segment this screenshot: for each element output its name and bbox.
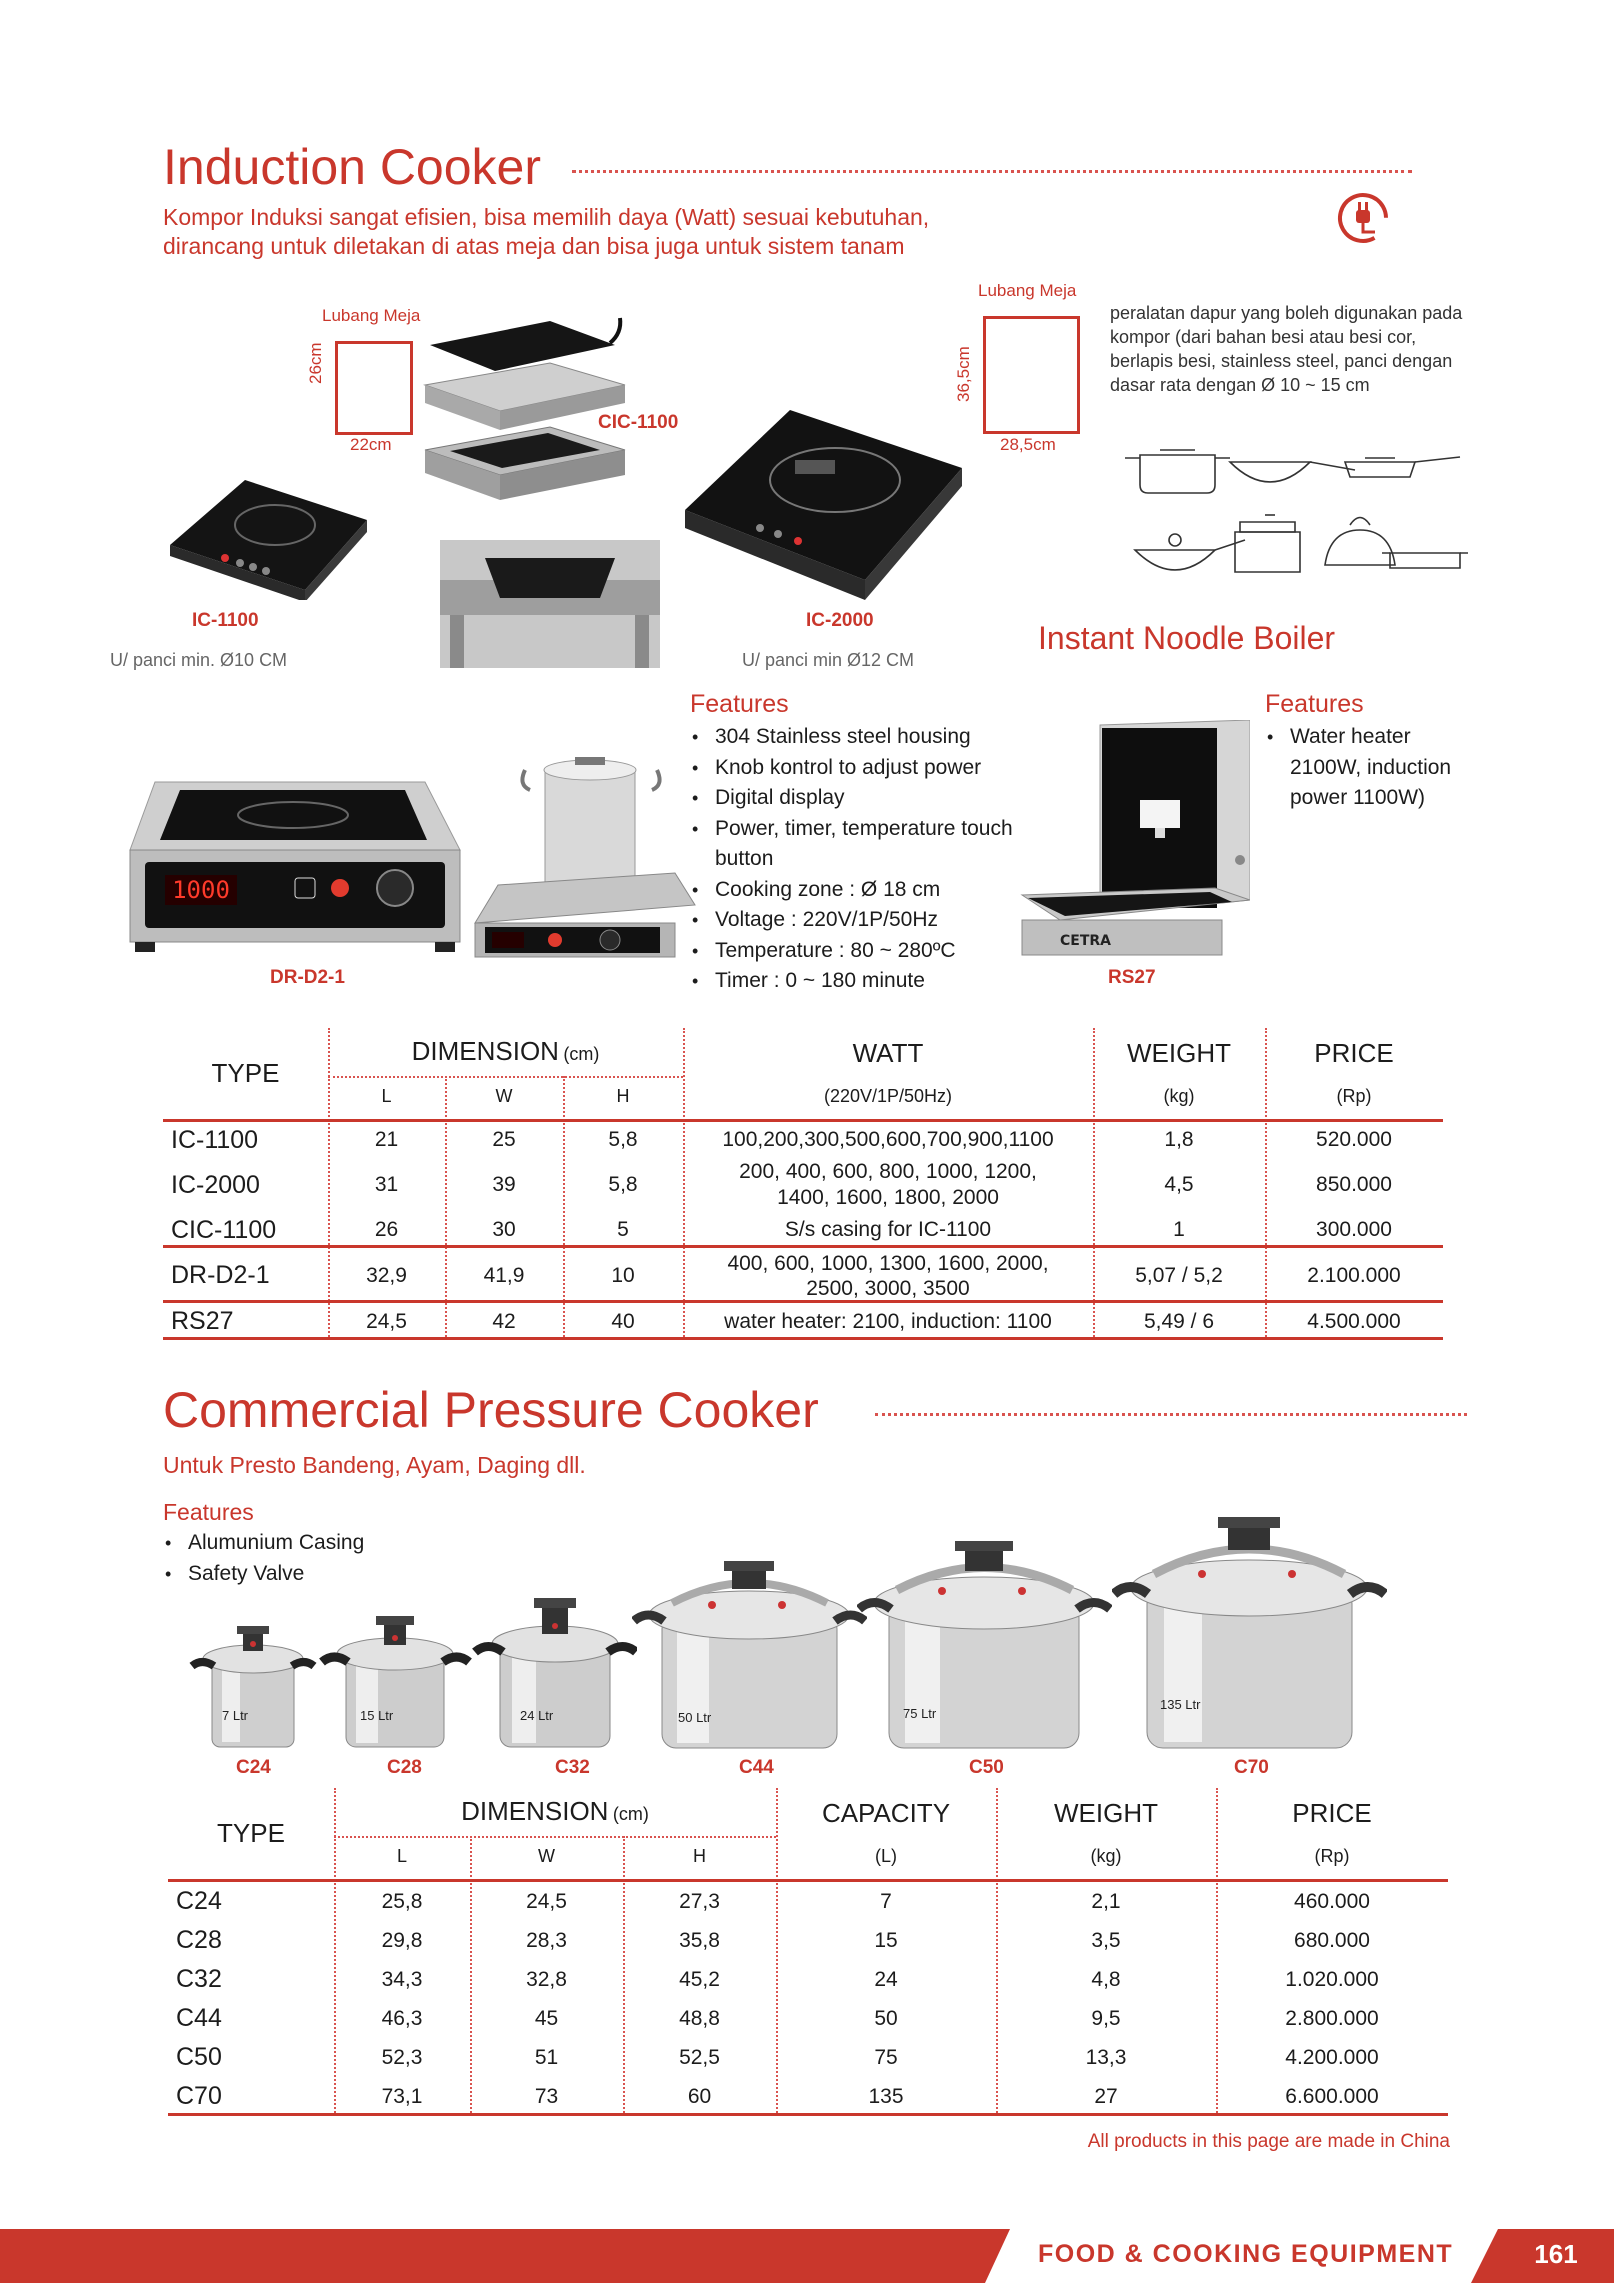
- stove-display-text: 1000: [172, 876, 230, 904]
- ic2000-note: U/ panci min Ø12 CM: [742, 650, 915, 670]
- cooker-c28-image: [318, 1604, 473, 1759]
- table-row: C70 73,1 73 60 135 27 6.600.000: [176, 2082, 1379, 2110]
- features-title-noodle: Features: [1265, 690, 1364, 718]
- th-weight: WEIGHT: [1127, 1038, 1231, 1068]
- th-price-sub: (Rp): [1314, 1846, 1350, 1866]
- table-row: IC-2000 31 39 5,8 200, 400, 600, 800, 1000, 1200, 1400, 1600, 1800, 2000 4,5 850.000: [171, 1160, 1392, 1209]
- table-row: RS27 24,5 42 40 water heater: 2100, induction: 1100 5,49 / 6 4.500.000: [171, 1307, 1401, 1335]
- cooker-c50-image: [857, 1535, 1112, 1760]
- th-capacity-sub: (L): [875, 1846, 897, 1866]
- th-h: H: [616, 1086, 630, 1106]
- th-price-sub: (Rp): [1336, 1086, 1372, 1106]
- cooker-model: C44: [739, 1757, 774, 1778]
- noodle-features-list: [1265, 722, 1460, 814]
- features-title-pressure: Features: [163, 1499, 254, 1525]
- table-row: C44 46,3 45 48,8 50 9,5 2.800.000: [176, 2004, 1379, 2032]
- drd21-model: DR-D2-1: [270, 967, 345, 988]
- feature-item: • 304 Stainless steel housing: [690, 722, 1050, 753]
- th-price: PRICE: [1314, 1038, 1394, 1068]
- ic1100-model: IC-1100: [192, 610, 259, 631]
- feature-item: • Temperature : 80 ~ 280ºC: [690, 936, 1050, 967]
- th-capacity: CAPACITY: [821, 1798, 951, 1828]
- feature-item: • Digital display: [690, 783, 1050, 814]
- th-price: PRICE: [1292, 1798, 1372, 1828]
- cooker-c44-image: [632, 1555, 867, 1760]
- page-number: 161: [1534, 2239, 1578, 2269]
- th-type: TYPE: [211, 1058, 280, 1088]
- cooker-model: C70: [1234, 1757, 1269, 1778]
- drd21-with-pot-image: [470, 755, 700, 970]
- th-dimension: DIMENSION (cm): [411, 1036, 600, 1066]
- ic2000-model: IC-2000: [806, 610, 874, 631]
- cooker-c24-image: [187, 1614, 319, 1759]
- drd21-image: [125, 770, 465, 965]
- th-w: W: [538, 1846, 555, 1866]
- cooker-capacity: 50 Ltr: [678, 1710, 712, 1725]
- hole2-width: 28,5cm: [1000, 435, 1056, 454]
- th-weight-sub: (kg): [1163, 1086, 1195, 1106]
- noodle-title: Instant Noodle Boiler: [1038, 620, 1336, 656]
- table-hole-diagram-1: [335, 341, 413, 435]
- rs27-brand-text: CETRA: [1060, 933, 1112, 949]
- table-row: CIC-1100 26 30 5 S/s casing for IC-1100 1 300.000: [171, 1215, 1392, 1244]
- th-watt: WATT: [852, 1038, 924, 1068]
- footer-section-title: FOOD & COOKING EQUIPMENT: [1038, 2240, 1454, 2268]
- th-type: TYPE: [217, 1818, 285, 1848]
- footer: [0, 2229, 1614, 2283]
- cookware-note: peralatan dapur yang boleh digunakan pada kompor (dari bahan besi atau besi cor, berlapis besi, stainless steel, panci dengan dasar rata dengan Ø 10 ~ 15 cm: [1110, 303, 1463, 395]
- th-h: H: [693, 1846, 706, 1866]
- th-dimension: DIMENSION (cm): [461, 1796, 649, 1826]
- feature-item: • Knob kontrol to adjust power: [690, 753, 1050, 784]
- features-title-induction: Features: [690, 690, 789, 718]
- lubang-meja-label-2: Lubang Meja: [978, 281, 1077, 300]
- table-row: C24 25,8 24,5 27,3 7 2,1 460.000: [176, 1887, 1370, 1915]
- hole1-height: 26cm: [306, 342, 325, 384]
- induction-spec-rows: [163, 1122, 1443, 1340]
- cooker-capacity: 7 Ltr: [222, 1708, 249, 1723]
- cooker-model: C50: [969, 1757, 1004, 1778]
- th-w: W: [495, 1086, 513, 1106]
- cooker-c70-image: [1112, 1512, 1387, 1759]
- hole2-height: 36,5cm: [954, 346, 973, 402]
- th-weight-sub: (kg): [1090, 1846, 1122, 1866]
- title-divider: [875, 1413, 1467, 1416]
- rs27-model: RS27: [1108, 967, 1156, 988]
- feature-item: • Water heater 2100W, induction power 1100W): [1265, 722, 1460, 814]
- feature-item: • Power, timer, temperature touch button: [690, 814, 1015, 875]
- table-row: IC-1100 21 25 5,8 100,200,300,500,600,700,900,1100 1,8 520.000: [171, 1125, 1392, 1154]
- cooker-capacity: 24 Ltr: [520, 1708, 554, 1723]
- th-l: L: [381, 1086, 392, 1106]
- cooker-model: C24: [236, 1757, 271, 1778]
- cooker-c32-image: [472, 1582, 637, 1759]
- table-row: C50 52,3 51 52,5 75 13,3 4.200.000: [176, 2043, 1379, 2071]
- th-l: L: [396, 1846, 407, 1866]
- cookware-icons: [1120, 440, 1480, 600]
- cic1100-model: CIC-1100: [598, 412, 679, 433]
- feature-item: • Cooking zone : Ø 18 cm: [690, 875, 1050, 906]
- lubang-meja-label-1: Lubang Meja: [322, 306, 421, 325]
- ic1100-image: [155, 450, 370, 605]
- induction-title: Induction Cooker: [163, 139, 542, 195]
- cooker-capacity: 135 Ltr: [1160, 1697, 1201, 1712]
- origin-footnote: All products in this page are made in China: [1087, 2131, 1450, 2152]
- feature-item: • Voltage : 220V/1P/50Hz: [690, 905, 1050, 936]
- pressure-spec-rows: [168, 1882, 1448, 2116]
- induction-intro: Kompor Induksi sangat efisien, bisa memilih daya (Watt) sesuai kebutuhan, dirancang untuk diletakan di atas meja dan bisa juga untuk sistem tanam: [163, 204, 930, 259]
- plug-icon: [1335, 190, 1391, 251]
- pressure-features-list: [163, 1528, 463, 1589]
- cooker-capacity: 75 Ltr: [903, 1706, 937, 1721]
- cooker-model: C28: [387, 1757, 422, 1778]
- th-watt-sub: (220V/1P/50Hz): [823, 1086, 953, 1106]
- feature-item: • Safety Valve: [163, 1559, 463, 1590]
- th-weight: WEIGHT: [1054, 1798, 1158, 1828]
- table-row: C32 34,3 32,8 45,2 24 4,8 1.020.000: [176, 1965, 1379, 1993]
- cooker-capacity: 15 Ltr: [360, 1708, 394, 1723]
- cic1100-installed-image: [440, 540, 660, 668]
- feature-item: • Alumunium Casing: [163, 1528, 463, 1559]
- table-row: DR-D2-1 32,9 41,9 10 400, 600, 1000, 1300, 1600, 2000, 2500, 3000, 3500 5,07 / 5,2 2.100.000: [171, 1251, 1401, 1300]
- pressure-subtitle: Untuk Presto Bandeng, Ayam, Daging dll.: [163, 1452, 586, 1478]
- rs27-image: [1020, 720, 1250, 965]
- ic1100-note: U/ panci min. Ø10 CM: [110, 650, 288, 670]
- table-row: C28 29,8 28,3 35,8 15 3,5 680.000: [176, 1926, 1370, 1954]
- pressure-title: Commercial Pressure Cooker: [163, 1382, 819, 1438]
- table-hole-diagram-2: [983, 316, 1080, 434]
- hole1-width: 22cm: [350, 435, 392, 454]
- feature-item: • Timer : 0 ~ 180 minute: [690, 966, 1050, 997]
- cooker-model: C32: [555, 1757, 590, 1778]
- title-divider: [572, 170, 1412, 173]
- ic2000-image: [680, 400, 965, 615]
- induction-features-list: [690, 722, 1050, 997]
